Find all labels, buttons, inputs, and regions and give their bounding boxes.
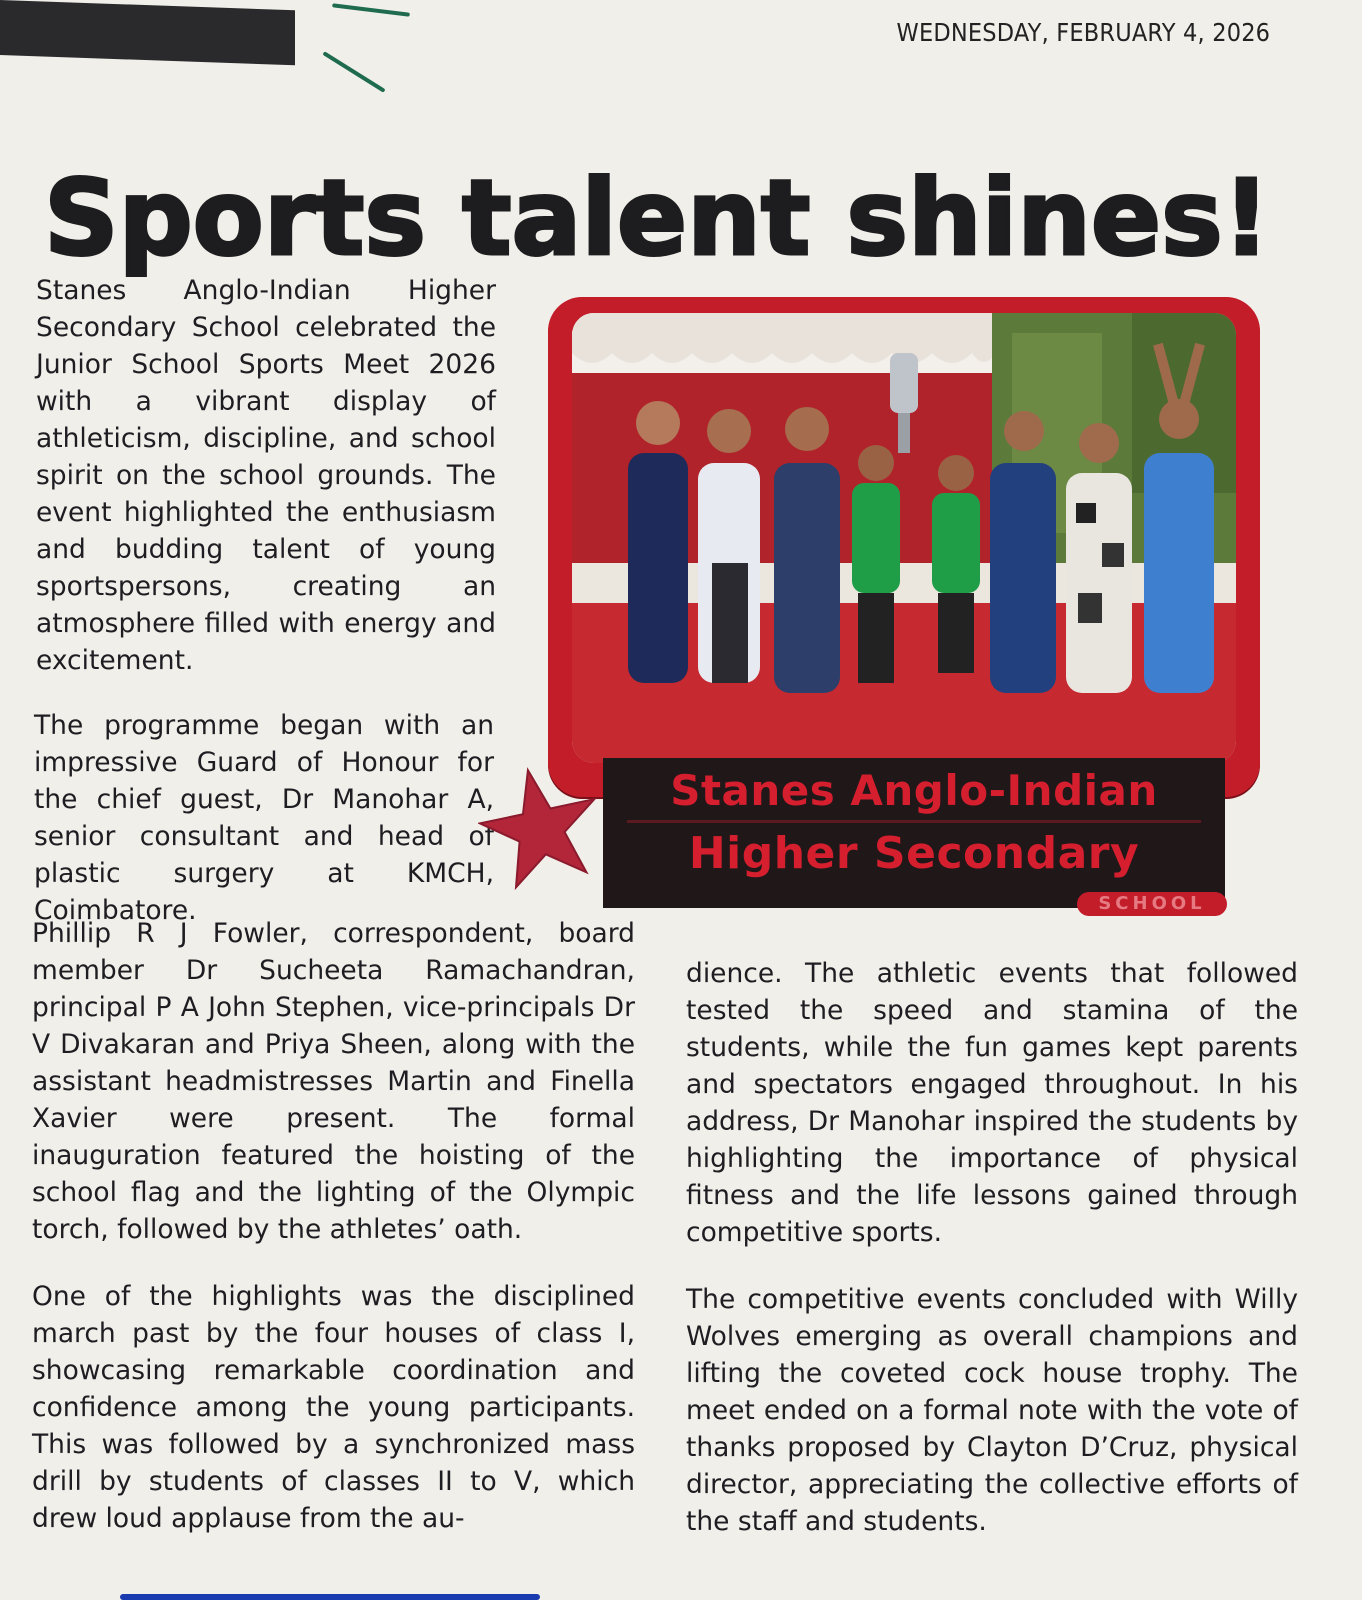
article-column-left <box>32 915 635 1567</box>
caption-line-1: Stanes Anglo-Indian <box>670 766 1158 815</box>
article-paragraph: The competitive events concluded with Willy Wolves emerging as overall champions and lifting the coveted cock house trophy. The meet ended on a formal note with the vote of thanks proposed by Clayton D’Cruz, physical director, appreciating the collective efforts of the staff and students. <box>686 1284 1298 1537</box>
photo-frame <box>548 297 1260 797</box>
star-icon <box>478 765 603 890</box>
headline-text: Sports talent shines! <box>44 162 1270 277</box>
issue-date: WEDNESDAY, FEBRUARY 4, 2026 <box>896 18 1270 47</box>
event-photo <box>572 313 1236 763</box>
caption-badge: SCHOOL <box>1077 892 1227 916</box>
article-headline <box>40 162 1280 277</box>
caption-line-2: Higher Secondary <box>688 828 1140 879</box>
article-paragraph: Stanes Anglo-Indian Higher Secondary School celebrated the Junior School Sports Meet 2026 with a vibrant display of athleticism, discipline, and school spirit on the school grounds. The event highlighted the enthusiasm and budding talent of young sportspersons, creating an atmosphere filled with energy and excitement. <box>36 275 496 676</box>
decorative-stroke <box>332 3 410 16</box>
article-paragraph: dience. The athletic events that followed tested the speed and stamina of the students, while the fun games kept parents and spectators engaged throughout. In his address, Dr Manohar inspired the students by highlighting the importance of physical fitness and the life lessons gained through competitive sports. <box>686 958 1298 1248</box>
article-column-guard-of-honour <box>34 707 494 929</box>
article-paragraph: One of the highlights was the disciplined march past by the four houses of class I, showcasing remarkable coordination and confidence among the young participants. This was followed by a synchronized mass drill by students of classes II to V, which drew loud applause from the au- <box>32 1281 635 1534</box>
article-column-intro <box>36 272 496 709</box>
photo-caption <box>603 758 1225 908</box>
article-column-right <box>686 955 1298 1570</box>
header-graphic-block <box>0 0 295 65</box>
article-paragraph: The programme began with an impressive Guard of Honour for the chief guest, Dr Manohar A, senior consultant and head of plastic surgery at KMCH, Coimbatore. <box>34 710 494 926</box>
headline-svg <box>40 162 1280 277</box>
article-paragraph: Phillip R J Fowler, correspondent, board member Dr Sucheeta Ramachandran, principal P A John Stephen, vice-principals Dr V Divakaran and Priya Sheen, along with the assistant headmistresses Martin and Finella Xavier were present. The formal inauguration featured the hoisting of the school flag and the lighting of the Olympic torch, followed by the athletes’ oath. <box>32 918 635 1245</box>
adjacent-page-edge <box>1344 640 1362 760</box>
decorative-stroke <box>322 51 385 93</box>
photo-illustration <box>572 313 1236 763</box>
bottom-color-strip <box>120 1594 540 1600</box>
caption-divider <box>627 820 1201 823</box>
